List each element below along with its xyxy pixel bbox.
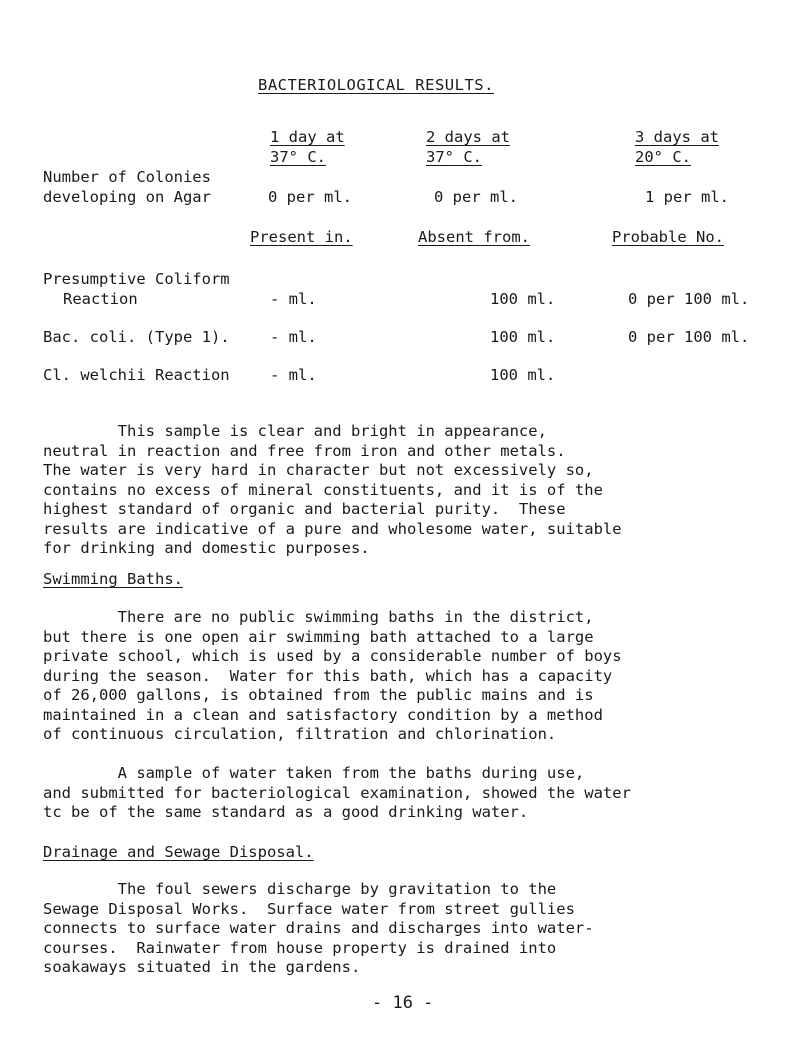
col-header-1-line1: 1 day at <box>270 128 345 146</box>
absent-value: 100 ml. <box>490 328 556 346</box>
row-label: Presumptive Coliform <box>43 270 230 288</box>
col-header-2-line2: 37° C. <box>426 148 482 166</box>
absent-value: 100 ml. <box>490 290 556 308</box>
swimming-paragraph-2: A sample of water taken from the baths during use, and submitted for bacteriological examination, showed the water tc be of the same standard as a good drinking water. <box>43 764 631 821</box>
absent-value: 100 ml. <box>490 366 556 384</box>
header-present: Present in. <box>250 228 353 246</box>
row-label: Cl. welchii Reaction <box>43 366 230 384</box>
page-title: BACTERIOLOGICAL RESULTS. <box>258 76 494 94</box>
present-value: - ml. <box>270 366 317 384</box>
header-absent: Absent from. <box>418 228 530 246</box>
header-probable: Probable No. <box>612 228 724 246</box>
present-value: - ml. <box>270 328 317 346</box>
row-label: Bac. coli. (Type 1). <box>43 328 230 346</box>
row-label-line2: Reaction <box>63 290 138 308</box>
col-header-2-line1: 2 days at <box>426 128 510 146</box>
drainage-paragraph: The foul sewers discharge by gravitation to the Sewage Disposal Works. Surface water from street gullies connects to surface water drains and discharges into water- courses. Rainwater from house property is drained into soakaways situated in the gardens. <box>43 880 594 976</box>
row-label-colonies-line2: developing on Agar <box>43 188 211 206</box>
colonies-value-1: 0 per ml. <box>268 188 352 206</box>
probable-value: 0 per 100 ml. <box>628 328 750 346</box>
row-label-colonies-line1: Number of Colonies <box>43 168 211 186</box>
present-value: - ml. <box>270 290 317 308</box>
summary-paragraph: This sample is clear and bright in appearance, neutral in reaction and free from iron and other metals. The water is very hard in character but not excessively so, contains no excess of mineral constituents, and it is of the highest standard of organic and bacterial purity. These results are indicative of a pure and wholesome water, suitable for drinking and domestic purposes. <box>43 422 622 557</box>
col-header-3-line1: 3 days at <box>635 128 719 146</box>
probable-value: 0 per 100 ml. <box>628 290 750 308</box>
col-header-3-line2: 20° C. <box>635 148 691 166</box>
swimming-paragraph-1: There are no public swimming baths in the district, but there is one open air swimming bath attached to a large private school, which is used by a considerable number of boys during the season. Water for this bath, which has a capacity of 26,000 gallons, is obtained from the public mains and is maintained in a clean and satisfactory condition by a method of continuous circulation, filtration and chlorination. <box>43 608 622 743</box>
colonies-value-2: 0 per ml. <box>434 188 518 206</box>
drainage-heading: Drainage and Sewage Disposal. <box>43 843 314 861</box>
swimming-heading: Swimming Baths. <box>43 570 183 588</box>
page-number: - 16 - <box>372 993 434 1013</box>
col-header-1-line2: 37° C. <box>270 148 326 166</box>
colonies-value-3: 1 per ml. <box>645 188 729 206</box>
